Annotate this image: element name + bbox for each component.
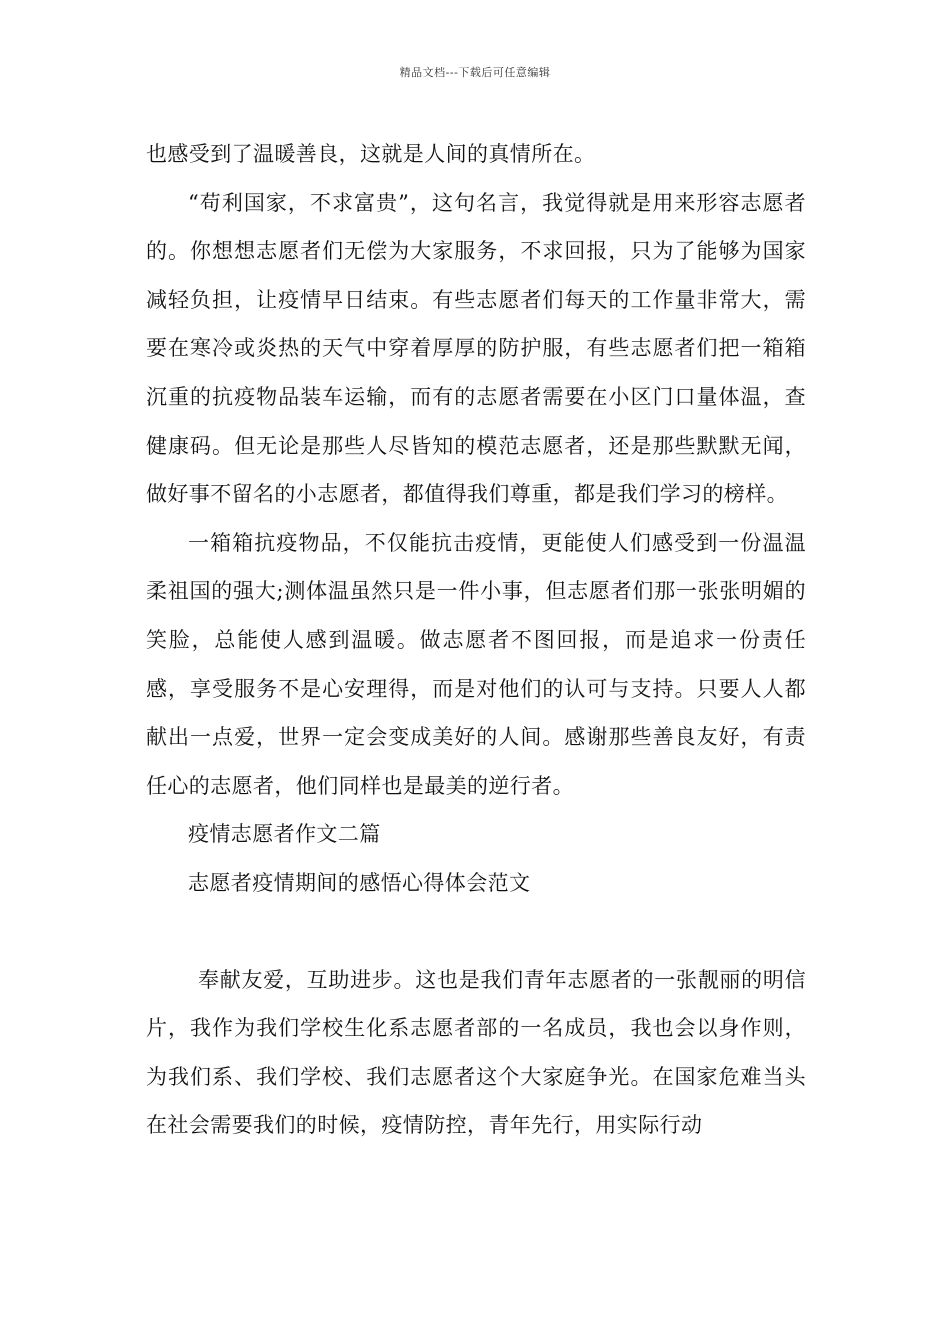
section-heading-2: 志愿者疫情期间的感悟心得体会范文 [188,870,531,895]
paragraph-4: 奉献友爱，互助进步。这也是我们青年志愿者的一张靓丽的明信片，我作为我们学校生化系志愿者部的一名成员，我也会以身作则，为我们系、我们学校、我们志愿者这个大家庭争光。在国家危难当头在社会需要我们的时候，疫情防控，青年先行，用实际行动 [146,967,806,1138]
section-heading-1: 疫情志愿者作文二篇 [188,822,381,847]
document-body [146,130,806,1150]
paragraph-1: 也感受到了温暖善良，这就是人间的真情所在。 [146,142,596,166]
paragraph-3: 一箱箱抗疫物品，不仅能抗击疫情，更能使人们感受到一份温温柔祖国的强大;测体温虽然只是一件小事，但志愿者们那一张张明媚的笑脸，总能使人感到温暖。做志愿者不图回报，而是追求一份责任感，享受服务不是心安理得，而是对他们的认可与支持。只要人人都献出一点爱，世界一定会变成美好的人间。感谢那些善良友好，有责任心的志愿者，他们同样也是最美的逆行者。 [146,530,806,798]
blank-line [146,908,806,956]
page-header: 精品文档---下载后可任意编辑 [399,66,551,79]
paragraph-2: “苟利国家，不求富贵”，这句名言，我觉得就是用来形容志愿者的。你想想志愿者们无偿为大家服务，不求回报，只为了能够为国家减轻负担，让疫情早日结束。有些志愿者们每天的工作量非常大，需要在寒冷或炎热的天气中穿着厚厚的防护服，有些志愿者们把一箱箱沉重的抗疫物品装车运输，而有的志愿者需要在小区门口量体温，查健康码。但无论是那些人尽皆知的模范志愿者，还是那些默默无闻，做好事不留名的小志愿者，都值得我们尊重，都是我们学习的榜样。 [146,190,806,507]
